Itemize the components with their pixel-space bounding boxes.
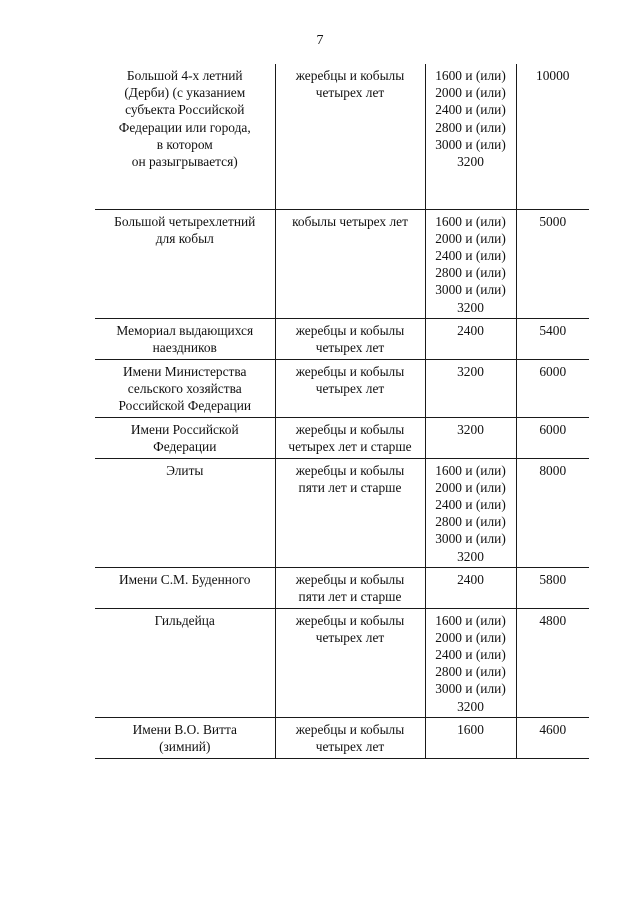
race-distance: 1600 и (или) 2000 и (или) 2400 и (или) 2800 и (или) 3000 и (или) 3200 [425, 64, 516, 209]
prize-amount: 5800 [516, 567, 589, 608]
race-distance: 2400 [425, 567, 516, 608]
race-distance: 1600 и (или) 2000 и (или) 2400 и (или) 2800 и (или) 3000 и (или) 3200 [425, 458, 516, 567]
prize-amount: 5400 [516, 318, 589, 359]
race-name: Имени С.М. Буденного [95, 567, 275, 608]
table-row [95, 717, 589, 758]
race-name: Мемориал выдающихся наездников [95, 318, 275, 359]
horse-category: жеребцы и кобылы четырех лет [275, 318, 425, 359]
horse-category: жеребцы и кобылы четырех лет и старше [275, 417, 425, 458]
horse-category: жеребцы и кобылы четырех лет [275, 608, 425, 717]
horse-category: жеребцы и кобылы четырех лет [275, 64, 425, 209]
prize-amount: 4800 [516, 608, 589, 717]
race-name: Большой четырехлетний для кобыл [95, 209, 275, 318]
race-distance: 3200 [425, 359, 516, 417]
race-distance: 1600 и (или) 2000 и (или) 2400 и (или) 2800 и (или) 3000 и (или) 3200 [425, 608, 516, 717]
table-row [95, 458, 589, 567]
table-row [95, 209, 589, 318]
race-name: Имени Российской Федерации [95, 417, 275, 458]
race-name: Элиты [95, 458, 275, 567]
horse-category: жеребцы и кобылы пяти лет и старше [275, 567, 425, 608]
table-row [95, 318, 589, 359]
page-number: 7 [316, 33, 324, 48]
race-name: Большой 4-х летний (Дерби) (с указанием субъекта Российской Федерации или города, в котором он разыгрывается) [95, 64, 275, 209]
race-name: Имени В.О. Витта (зимний) [95, 717, 275, 758]
horse-category: жеребцы и кобылы четырех лет [275, 359, 425, 417]
race-distance: 3200 [425, 417, 516, 458]
prize-amount: 5000 [516, 209, 589, 318]
race-name: Гильдейца [95, 608, 275, 717]
prize-amount: 4600 [516, 717, 589, 758]
horse-category: кобылы четырех лет [275, 209, 425, 318]
prize-amount: 6000 [516, 359, 589, 417]
table-row [95, 417, 589, 458]
table-row [95, 359, 589, 417]
races-table [95, 64, 589, 759]
race-distance: 1600 [425, 717, 516, 758]
race-name: Имени Министерства сельского хозяйства Российской Федерации [95, 359, 275, 417]
prize-amount: 10000 [516, 64, 589, 209]
table-row [95, 567, 589, 608]
race-distance: 2400 [425, 318, 516, 359]
prize-amount: 8000 [516, 458, 589, 567]
horse-category: жеребцы и кобылы четырех лет [275, 717, 425, 758]
table-row [95, 64, 589, 209]
race-distance: 1600 и (или) 2000 и (или) 2400 и (или) 2800 и (или) 3000 и (или) 3200 [425, 209, 516, 318]
horse-category: жеребцы и кобылы пяти лет и старше [275, 458, 425, 567]
prize-amount: 6000 [516, 417, 589, 458]
table-row [95, 608, 589, 717]
